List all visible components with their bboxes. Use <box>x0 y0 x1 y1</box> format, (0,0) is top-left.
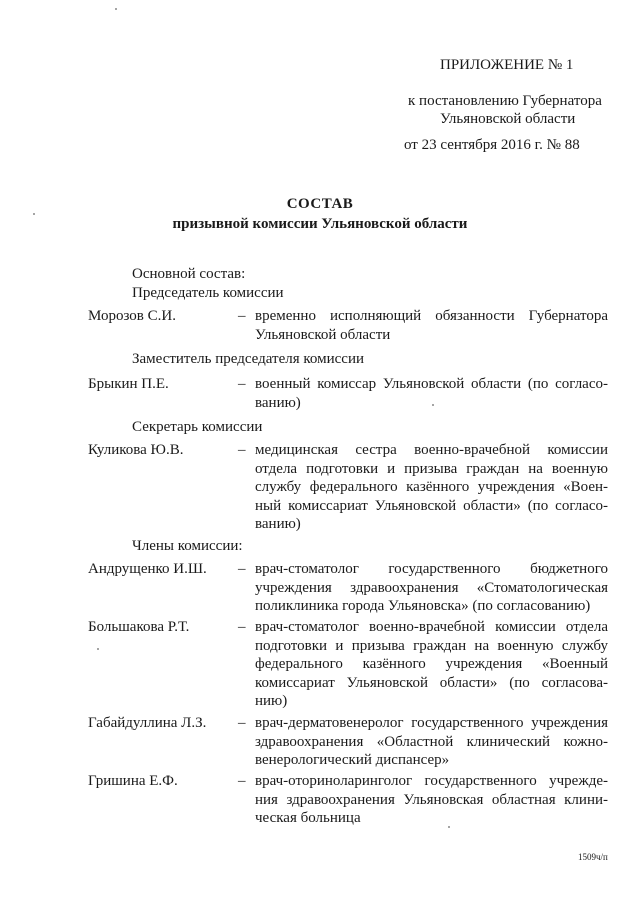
position-line: ванию) <box>255 516 301 532</box>
document-heading <box>0 194 640 234</box>
member-name: Андрущенко И.Ш. <box>88 561 207 577</box>
position-line: врач-оториноларинголог государственного учрежде- <box>255 773 608 789</box>
member-name: Морозов С.И. <box>88 308 176 324</box>
entry-dash: – <box>238 376 246 392</box>
position-line: временно исполняющий обязанности Губернатора <box>255 308 608 324</box>
member-name: Куликова Ю.В. <box>88 442 184 458</box>
section-secretary: Секретарь комиссии <box>132 419 263 435</box>
position-line: поликлиника города Ульяновска» (по согласованию) <box>255 598 591 614</box>
scan-speck <box>97 648 99 650</box>
member-position <box>255 441 608 534</box>
position-line: военный комиссар Ульяновской области (по согласо- <box>255 376 608 392</box>
entry-dash: – <box>238 715 246 731</box>
member-position <box>255 560 608 616</box>
entry-dash: – <box>238 308 246 324</box>
member-name: Габайдуллина Л.З. <box>88 715 207 731</box>
scan-speck <box>432 404 434 406</box>
position-line: Ульяновской области <box>255 326 391 343</box>
section-main-composition: Основной состав: <box>132 266 246 282</box>
member-position <box>255 714 608 770</box>
entry-dash: – <box>238 773 246 789</box>
scan-speck <box>33 213 35 215</box>
member-position <box>255 375 608 412</box>
member-name: Гришина Е.Ф. <box>88 773 178 789</box>
position-line: врач-дерматовенеролог государственного учреждения <box>255 715 608 731</box>
scan-speck <box>448 826 450 828</box>
footer-document-code: 1509ч/п <box>578 852 608 862</box>
position-line: венерологический диспансер» <box>255 752 450 768</box>
appendix-title: ПРИЛОЖЕНИЕ № 1 <box>440 57 574 73</box>
position-line: учреждения здравоохранения «Стоматологическая <box>255 579 608 596</box>
member-name: Брыкин П.Е. <box>88 376 169 392</box>
entry-dash: – <box>238 442 246 458</box>
position-line: ния здравоохранения Ульяновская областная клини- <box>255 791 608 808</box>
heading-subtitle: призывной комиссии Ульяновской области <box>172 216 468 232</box>
position-line: ческая больница <box>255 810 361 826</box>
appendix-reference-region: Ульяновской области <box>440 111 576 127</box>
member-name: Большакова Р.Т. <box>88 619 190 635</box>
position-line: здравоохранения «Областной клинический кожно- <box>255 733 608 750</box>
member-position <box>255 772 608 828</box>
entry-dash: – <box>238 561 246 577</box>
entry-dash: – <box>238 619 246 635</box>
section-members: Члены комиссии: <box>132 538 243 554</box>
position-line: отдела подготовки и призыва граждан на военную <box>255 460 608 477</box>
position-line: ванию) <box>255 394 301 411</box>
appendix-reference: к постановлению Губернатора <box>408 93 602 109</box>
appendix-date: от 23 сентября 2016 г. № 88 <box>404 137 580 153</box>
section-deputy-chairman: Заместитель председателя комиссии <box>132 351 365 367</box>
position-line: комиссариат Ульяновской области» (по согласова- <box>255 674 608 691</box>
position-line: нию) <box>255 693 288 709</box>
position-line: врач-стоматолог военно-врачебной комиссии отдела <box>255 619 608 635</box>
position-line: службу федерального казённого учреждения «Воен- <box>255 479 608 495</box>
heading-title: СОСТАВ <box>286 196 354 212</box>
member-position <box>255 307 608 344</box>
scan-speck <box>115 8 117 10</box>
position-line: медицинская сестра военно-врачебной комиссии <box>255 442 608 458</box>
position-line: ный комиссариат Ульяновской области» (по согласо- <box>255 497 608 514</box>
position-line: федерального казённого учреждения «Военный <box>255 656 608 672</box>
section-chairman: Председатель комиссии <box>132 285 284 301</box>
position-line: подготовки и призыва граждан на военную службу <box>255 637 608 654</box>
position-line: врач-стоматолог государственного бюджетного <box>255 561 608 577</box>
member-position <box>255 618 608 711</box>
